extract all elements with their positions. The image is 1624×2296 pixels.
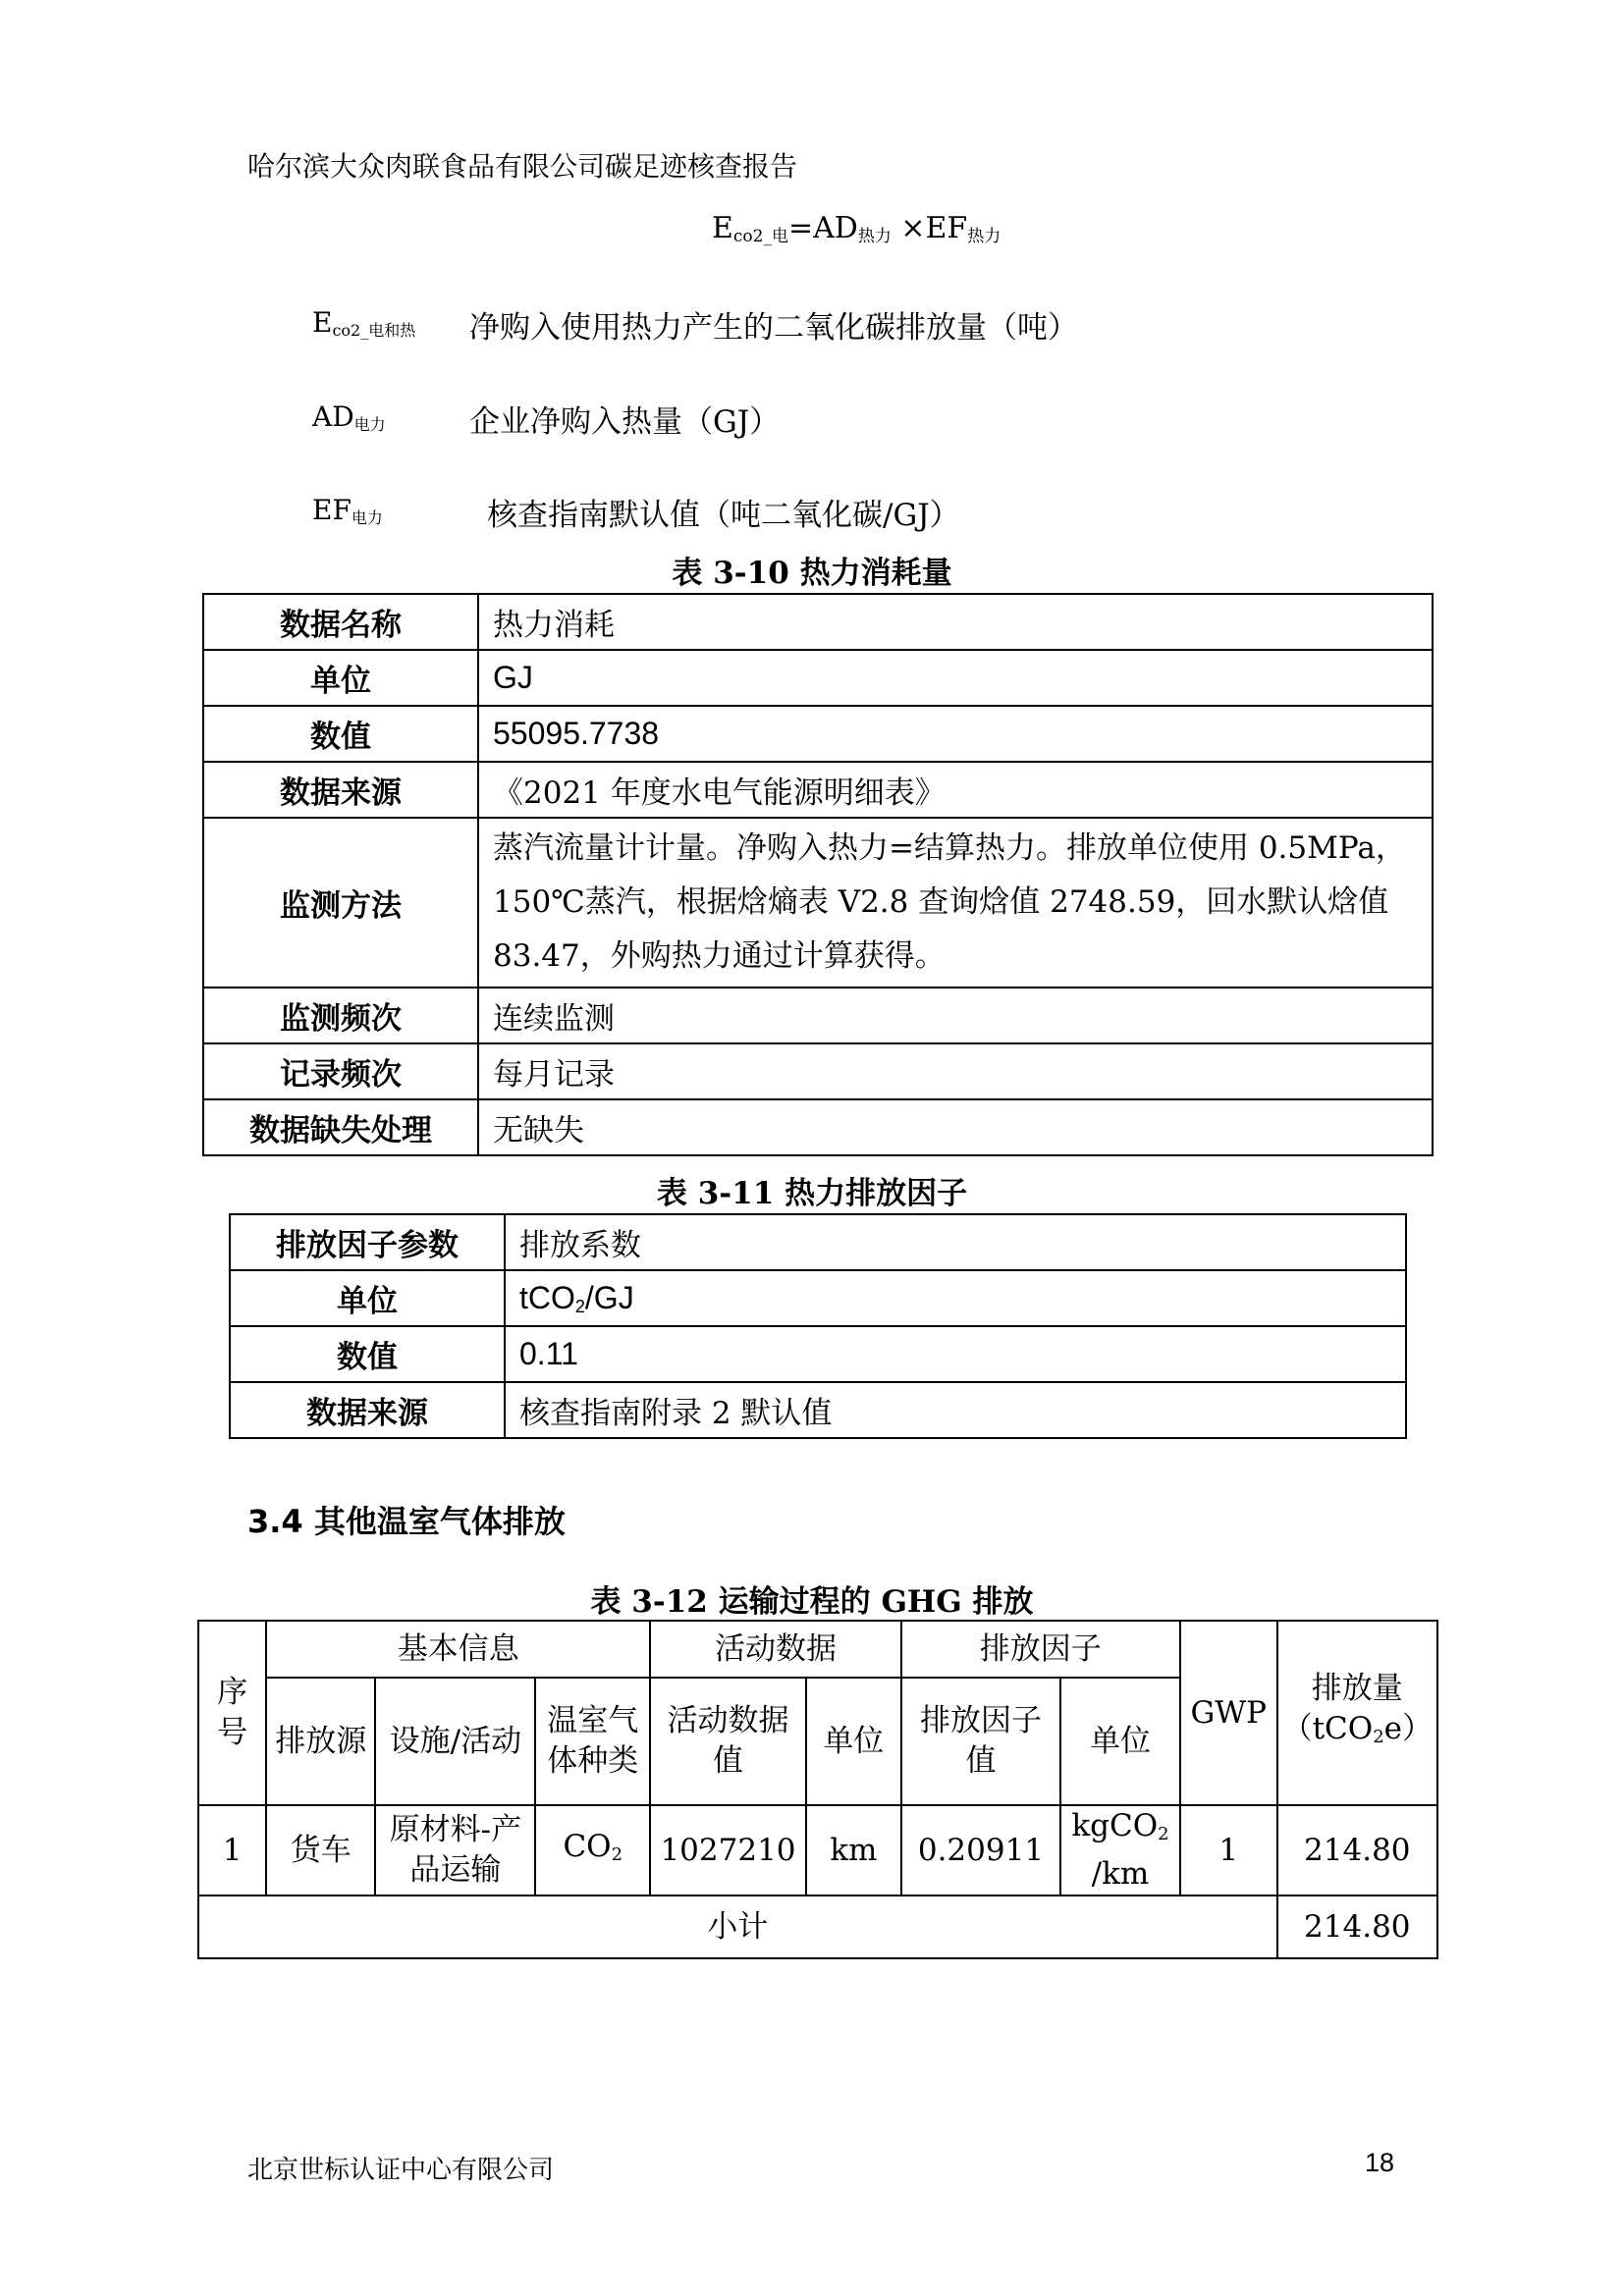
page-number: 18 <box>1365 2148 1395 2177</box>
table-row <box>230 1382 1406 1438</box>
subheader-factor-value: 排放因子值 <box>901 1678 1060 1805</box>
table-caption: 表 3-11 热力排放因子 <box>656 1176 968 1211</box>
subheader-activity-unit: 单位 <box>806 1678 901 1805</box>
factor-unit-pre: kgCO <box>1071 1808 1159 1843</box>
row-value: 蒸汽流量计计量。净购入热力=结算热力。排放单位使用 0.5MPa，150℃蒸汽，根据焓熵表 V2.8 查询焓值 2748.59，回水默认焓值 83.47，外购热力通过计算获得。 <box>478 818 1433 988</box>
emission-unit-sub: 2 <box>1373 1727 1384 1747</box>
unit-sub: 2 <box>574 1296 585 1316</box>
cell-factor-value: 0.20911 <box>901 1805 1060 1896</box>
definition-symbol <box>312 400 386 435</box>
unit-tail: /GJ <box>584 1279 634 1315</box>
footer-company: 北京世标认证中心有限公司 <box>247 2156 555 2185</box>
definition-symbol <box>312 494 383 528</box>
factor-unit-sub: 2 <box>1158 1824 1169 1844</box>
header-seq: 序号 <box>198 1621 266 1805</box>
cell-gas <box>535 1805 650 1896</box>
header-gwp: GWP <box>1180 1621 1277 1805</box>
subtotal-value: 214.80 <box>1277 1896 1437 1958</box>
symbol-text: E <box>312 306 333 339</box>
table-row <box>230 1326 1406 1382</box>
table-heat-consumption <box>202 593 1434 1156</box>
symbol-sub: 电力 <box>353 415 386 434</box>
row-value: 连续监测 <box>478 988 1433 1043</box>
row-value: 《2021 年度水电气能源明细表》 <box>478 762 1433 818</box>
header-emission <box>1277 1621 1437 1805</box>
row-value: 每月记录 <box>478 1043 1433 1099</box>
row-value: 0.11 <box>505 1326 1406 1382</box>
formula-lhs-sub: co2_电 <box>732 227 788 246</box>
symbol-text: AD <box>312 400 354 433</box>
table-caption: 表 3-12 运输过程的 GHG 排放 <box>590 1584 1034 1620</box>
row-key: 排放因子参数 <box>230 1214 505 1270</box>
header-emission-factor: 排放因子 <box>901 1621 1180 1678</box>
emission-label: 排放量 <box>1311 1671 1403 1706</box>
table-transport-emission <box>197 1620 1438 1959</box>
row-value: 排放系数 <box>505 1214 1406 1270</box>
row-key: 监测频次 <box>203 988 478 1043</box>
unit-base: tCO <box>519 1279 575 1315</box>
definition-desc: 净购入使用热力产生的二氧化碳排放量（吨） <box>469 310 1078 346</box>
table-row <box>203 1099 1433 1155</box>
formula <box>712 211 1001 246</box>
table-row <box>230 1214 1406 1270</box>
row-key: 数据名称 <box>203 594 478 650</box>
subheader-gas-type: 温室气体种类 <box>535 1678 650 1805</box>
table-row <box>203 650 1433 706</box>
table-row <box>203 818 1433 988</box>
row-key: 单位 <box>203 650 478 706</box>
subheader-source: 排放源 <box>266 1678 375 1805</box>
row-value: 无缺失 <box>478 1099 1433 1155</box>
cell-facility: 原材料-产品运输 <box>375 1805 535 1896</box>
subtotal-label: 小计 <box>198 1896 1277 1958</box>
emission-unit-pre: （tCO <box>1281 1711 1374 1746</box>
header-activity-data: 活动数据 <box>650 1621 901 1678</box>
definition-symbol <box>312 306 415 341</box>
table-row <box>203 706 1433 762</box>
table-header-row <box>198 1621 1437 1678</box>
subheader-activity-value: 活动数据值 <box>650 1678 806 1805</box>
row-value: 55095.7738 <box>478 706 1433 762</box>
formula-op: ×EF <box>891 211 968 245</box>
row-key: 单位 <box>230 1270 505 1326</box>
table-row <box>203 594 1433 650</box>
row-value <box>505 1270 1406 1326</box>
row-value: GJ <box>478 650 1433 706</box>
formula-op-sub: 热力 <box>967 227 1001 246</box>
row-key: 数值 <box>230 1326 505 1382</box>
symbol-sub: co2_电和热 <box>332 321 416 340</box>
row-key: 记录频次 <box>203 1043 478 1099</box>
report-header: 哈尔滨大众肉联食品有限公司碳足迹核查报告 <box>247 150 798 183</box>
definition-desc: 核查指南默认值（吨二氧化碳/GJ） <box>487 498 960 533</box>
formula-mid-sub: 热力 <box>857 227 892 246</box>
symbol-sub: 电力 <box>351 508 383 527</box>
cell-emission: 214.80 <box>1277 1805 1437 1896</box>
cell-source: 货车 <box>266 1805 375 1896</box>
cell-factor-unit <box>1060 1805 1180 1896</box>
factor-unit-post: /km <box>1091 1856 1150 1892</box>
table-caption: 表 3-10 热力消耗量 <box>672 556 952 591</box>
row-value: 热力消耗 <box>478 594 1433 650</box>
emission-unit-post: e） <box>1383 1711 1433 1746</box>
row-key: 数值 <box>203 706 478 762</box>
row-key: 数据来源 <box>230 1382 505 1438</box>
table-row <box>203 762 1433 818</box>
cell-activity-unit: km <box>806 1805 901 1896</box>
formula-lhs: E <box>712 211 733 245</box>
row-key: 监测方法 <box>203 818 478 988</box>
row-key: 数据缺失处理 <box>203 1099 478 1155</box>
cell-activity-value: 1027210 <box>650 1805 806 1896</box>
table-subtotal-row <box>198 1896 1437 1958</box>
row-key: 数据来源 <box>203 762 478 818</box>
gas-base: CO <box>563 1828 612 1864</box>
formula-mid: =AD <box>787 211 858 245</box>
definition-desc: 企业净购入热量（GJ） <box>469 404 781 440</box>
gas-sub: 2 <box>611 1843 623 1865</box>
cell-seq: 1 <box>198 1805 266 1896</box>
subheader-factor-unit: 单位 <box>1060 1678 1180 1805</box>
table-row <box>230 1270 1406 1326</box>
header-basic-info: 基本信息 <box>266 1621 650 1678</box>
section-heading: 3.4 其他温室气体排放 <box>247 1503 566 1540</box>
table-heat-emission-factor <box>229 1213 1407 1439</box>
table-row <box>203 988 1433 1043</box>
table-row <box>198 1805 1437 1896</box>
table-row <box>203 1043 1433 1099</box>
row-value: 核查指南附录 2 默认值 <box>505 1382 1406 1438</box>
symbol-text: EF <box>312 494 352 526</box>
subheader-facility: 设施/活动 <box>375 1678 535 1805</box>
cell-gwp: 1 <box>1180 1805 1277 1896</box>
